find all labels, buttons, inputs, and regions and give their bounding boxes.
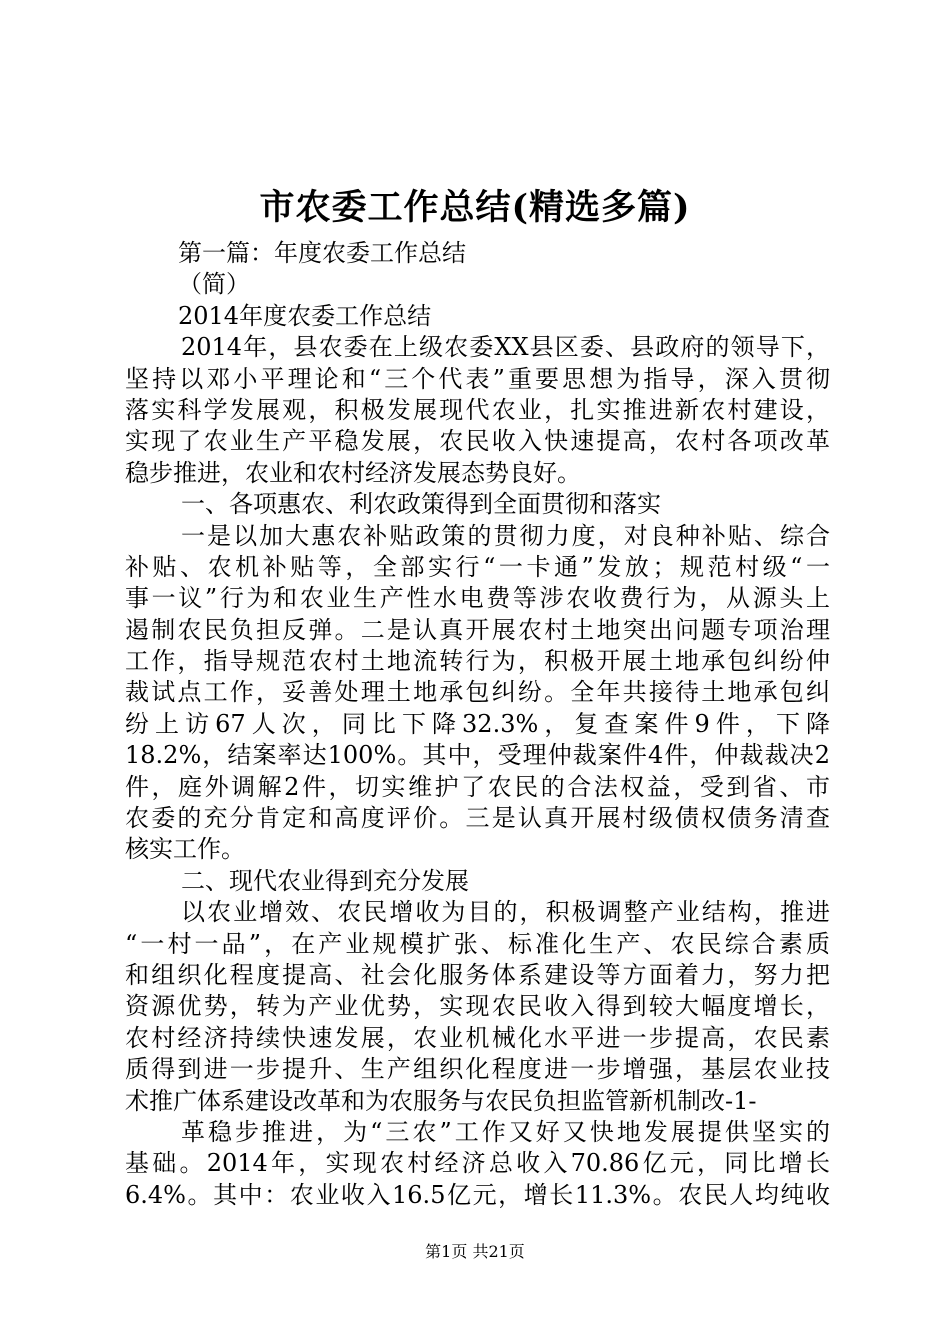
paragraph-line: 遏制农民负担反弹。二是认真开展农村土地突出问题专项治理 <box>125 615 830 644</box>
report-title: 2014年度农委工作总结 <box>178 301 432 330</box>
paragraph-line: 农村经济持续快速发展，农业机械化水平进一步提高，农民素 <box>125 1023 830 1052</box>
paragraph-line: 一是以加大惠农补贴政策的贯彻力度，对良种补贴、综合 <box>181 521 830 550</box>
paragraph-line: 以农业增效、农民增收为目的，积极调整产业结构，推进 <box>181 898 830 927</box>
paragraph-line: 和组织化程度提高、社会化服务体系建设等方面着力，努力把 <box>125 960 830 989</box>
section-heading: 二、现代农业得到充分发展 <box>181 866 469 895</box>
paragraph-line: 落实科学发展观，积极发展现代农业，扎实推进新农村建设， <box>125 395 830 424</box>
paragraph-line: 革稳步推进，为“三农”工作又好又快地发展提供坚实的 <box>181 1117 830 1146</box>
paragraph-line: 件，庭外调解2件，切实维护了农民的合法权益，受到省、市 <box>125 772 830 801</box>
paragraph-line: 实现了农业生产平稳发展，农民收入快速提高，农村各项改革 <box>125 427 830 456</box>
section-heading: 第一篇：年度农委工作总结 <box>178 239 466 267</box>
paragraph-line: 工作，指导规范农村土地流转行为，积极开展土地承包纠纷仲 <box>125 647 830 676</box>
paragraph-line: 坚持以邓小平理论和“三个代表”重要思想为指导，深入贯彻 <box>125 364 830 393</box>
paragraph-line: 农委的充分肯定和高度评价。三是认真开展村级债权债务清查 <box>125 804 830 833</box>
document-title: 市农委工作总结(精选多篇) <box>259 187 691 228</box>
paragraph-line: 术推广体系建设改革和为农服务与农民负担监管新机制改-1- <box>125 1086 757 1115</box>
paragraph-line: 补贴、农机补贴等，全部实行“一卡通”发放；规范村级“一 <box>125 552 830 581</box>
section-heading: 一、各项惠农、利农政策得到全面贯彻和落实 <box>181 490 661 519</box>
paragraph-line: 基础。2014年，实现农村经济总收入70.86亿元，同比增长 <box>125 1149 830 1178</box>
paragraph-line: “一村一品”，在产业规模扩张、标准化生产、农民综合素质 <box>125 929 830 958</box>
paragraph-line: 6.4%。其中：农业收入16.5亿元，增长11.3%。农民人均纯收 <box>125 1180 830 1209</box>
section-subtitle: （简） <box>178 270 250 299</box>
paragraph-line: 事一议”行为和农业生产性水电费等涉农收费行为，从源头上 <box>125 584 830 613</box>
paragraph-line: 裁试点工作，妥善处理土地承包纠纷。全年共接待土地承包纠 <box>125 678 830 707</box>
paragraph-line: 18.2%，结案率达100%。其中，受理仲裁案件4件，仲裁裁决2 <box>125 741 830 770</box>
paragraph-line: 资源优势，转为产业优势，实现农民收入得到较大幅度增长， <box>125 992 830 1021</box>
paragraph-line: 稳步推进，农业和农村经济发展态势良好。 <box>125 458 581 487</box>
paragraph-line: 纷上访67人次，同比下降32.3%，复查案件9件，下降 <box>125 709 830 738</box>
paragraph-line: 核实工作。 <box>125 835 245 864</box>
paragraph-line: 质得到进一步提升、生产组织化程度进一步增强，基层农业技 <box>125 1055 830 1084</box>
page-number-footer: 第1页 共21页 <box>425 1242 525 1261</box>
paragraph-line: 2014年，县农委在上级农委XX县区委、县政府的领导下， <box>181 333 830 362</box>
document-body <box>125 238 830 1211</box>
